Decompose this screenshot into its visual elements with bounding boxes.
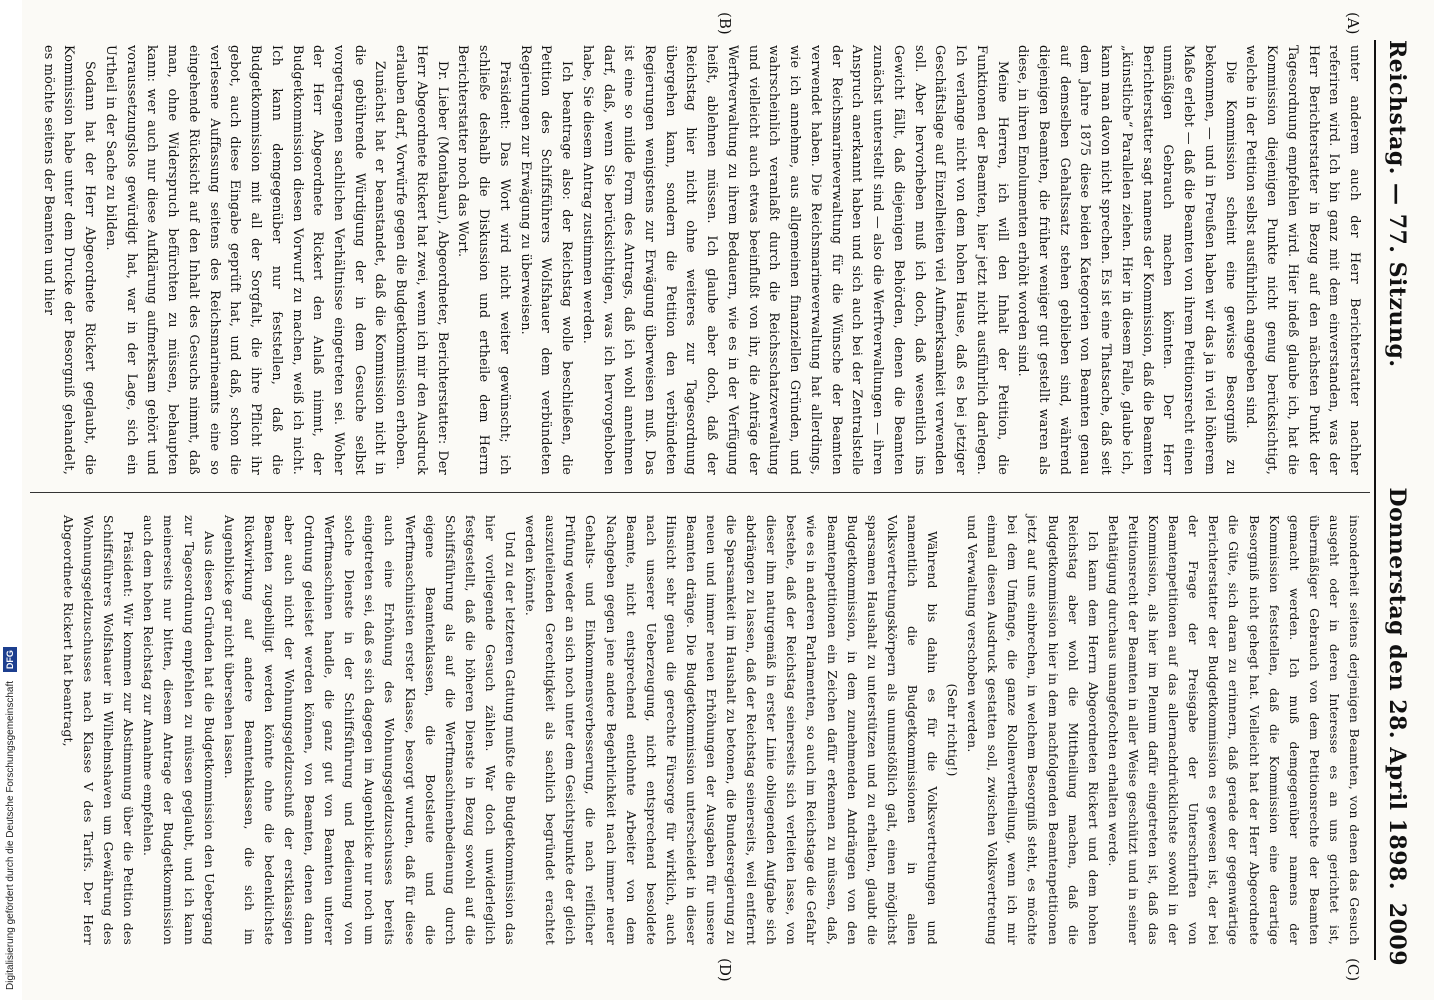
scanned-page bbox=[22, 0, 1434, 1000]
margin-letter-c: (C) bbox=[1344, 958, 1362, 982]
paragraph: insonderheit seitens derjenigen Beamten, von denen das Gesuch ausgeht oder in deren Interesse es an uns gerichtet ist, übermäßiger Gebrauch von dem Petitionsrechte der Beamten gemacht werden. Ich muß demgegenüber namens der Kommission feststellen, daß die Kommission eine derartige Besorgniß nicht gehegt hat. Vielleicht hat der Herr Abgeordnete die Güte, sich daran zu erinnern, daß gerade der gegenwärtige Berichterstatter der Budgetkommission es gewesen ist, der bei der Frage der Preisgabe der Unterschriften von Beamtenpetitionen auf das allernachdrücklichste sowohl in der Kommission, als hier im Plenum dafür eingetreten ist, daß das Petitionsrecht der Beamten in aller Weise geschützt und in seiner Bethätigung durchaus unangefochten erhalten werde. bbox=[1105, 515, 1362, 945]
paragraph: Die Kommission scheint eine gewisse Besorgniß zu bekommen, — und in Preußen haben wir das ja in viel höherem Maße erlebt — daß die Beamten von ihrem Petitionsrecht einen unmäßigen Gebrauch machen könnten. Der Herr Berichterstatter sagt namens der Kommission, daß die Beamten „künstliche“ Parallelen ziehen. Hier in diesem Falle, glaube ich, kann man davon nicht sprechen. Es ist eine Thatsache, daß seit dem Jahre 1875 diese beiden Kategorien von Beamten genau auf demselben Gehaltssatz stehen geblieben sind, während diejenigen Beamten, die früher weniger gut gestellt waren als diese, in ihren Emolumenten erhöht worden sind. bbox=[1015, 45, 1238, 475]
paragraph: Aus diesen Gründen hat die Budgetkommission den Uebergang zur Tagesordnung empfehlen zu müssen geglaubt, und ich kann meinerseits nur bitten, diesem Antrage der Budgetkommission auch dem hohen Reichstag zur Annahme empfehlen. bbox=[141, 515, 217, 945]
margin-letter-a: (A) bbox=[1344, 12, 1362, 35]
paragraph: Während bis dahin es für die Volksvertretungen und namentlich die Budgetkommissionen in allen Volksvertretungskörpern als unumstößlich galt, einen möglichst sparsamen Haushalt zu unterstützen und zu erhalten, glaubt die Budgetkommission, in dem zunehmenden Andrängen von den Beamtenpetitionen ein Zeichen dafür erkennen zu müssen, daß, wie es in anderen Parlamenten, so auch im Reichstage die Gefahr bestehe, daß der Reichstag seinerseits sich verleiten lasse, von dieser ihm naturgemäß in erster Linie obliegenden Aufgabe sich abdrängen zu lassen, daß der Reichstag seinerseits, weil entfernt die Sparsamkeit im Haushalt zu betonen, die Bundesregierung zu neuen und immer neuen Erhöhungen der Ausgaben für unsere Beamten dränge. Die Budgetkommission unterscheidet in dieser Hinsicht sehr genau die gerechte Fürsorge für wirklich, auch nach unserer Ueberzeugung, nicht entsprechend besoldete Beamte, nicht entsprechend entlohnte Arbeiter von dem Nachgeben gegen jene andere Begehrlichkeit nach immer neuer Gehalts- und Einkommensverbesserung, die nach reiflicher Prüfung weder an sich noch unter dem Gesichtspunkte der gleich auszuteilenden Gerechtigkeit als sachlich begründet erachtet werden könnte. bbox=[523, 515, 941, 945]
page-number: 2009 bbox=[1384, 902, 1410, 966]
digitization-credit: Digitalisierung gefördert durch die Deutsche Forschungsgemeinschaft bbox=[5, 680, 16, 990]
right-column bbox=[58, 515, 1364, 945]
header-date: Donnerstag den 28. April 1898. bbox=[1384, 487, 1410, 890]
margin-letter-d: (D) bbox=[716, 958, 734, 982]
page-content bbox=[22, 0, 1434, 1000]
margin-letter-b: (B) bbox=[716, 12, 734, 35]
paragraph: Und zu der letzteren Gattung mußte die Budgetkommission das hier vorliegende Gesuch zählen. War doch unwiderleglich festgestellt, daß die höheren Dienste in Bezug sowohl auf die Schiffsführung als auf die Werftmaschinenbedienung durch eigene Beamtenklassen, die Bootsleute und die Werftmaschinisten erster Klasse, besorgt wurden, daß für diese auch eine Erhöhung des Wohnungsgeldzuschusses bereits eingetreten sei, daß es sich dagegen im Augenblicke nur noch um solche Dienste in der Schiffsführung und Bedienung von Werftmaschinen handle, die ganz gut von Beamten unterer Ordnung geleistet werden können, von Beamten, denen dann aber auch nicht der Wohnungsgeldzuschuß der erstklassigen Beamten zugebilligt werden könnte ohne die bedenklichste Rückwirkung auf andere Beamtenklassen, die sich im Augenblicke gar nicht übersehen lassen. bbox=[221, 515, 519, 945]
paragraph: Dr. Lieber (Montabaur), Abgeordneter, Berichterstatter: Der Herr Abgeordnete Rickert hat zwei, wenn ich mir den Ausdruck erlauben darf, Vorwürfe gegen die Budgetkommission erhoben. bbox=[393, 45, 450, 475]
interjection: (Sehr richtig!) bbox=[945, 683, 961, 777]
paragraph: Sodann hat der Herr Abgeordnete Rickert geglaubt, die Kommission habe unter dem Drucke der Besorgniß gehandelt, es möchte seitens der Beamten und hier bbox=[40, 45, 98, 475]
paragraph: Ich kann dem Herrn Abgeordneten Rickert und dem hohen Reichstag aber wohl die Mittheilung machen, daß die Budgetkommission hier in dem nachfolgenden Beamtenpetitionen jetzt auf uns einbrechen, in welchem Besorgniß steht, es möchte bei dem Umfange, die ganze Rollenvertheilung, wenn ich mir einmal diesen Ausdruck gestatten soll, zwischen Volksvertretung und Verwaltung verschoben werden. bbox=[965, 515, 1101, 945]
paragraph: Präsident: Das Wort wird nicht weiter gewünscht; ich schließe deshalb die Diskussion und ertheile dem Herrn Berichterstatter noch das Wort. bbox=[455, 45, 512, 475]
column-divider bbox=[30, 492, 1370, 493]
paragraph: Zunächst hat er beanstandet, daß die Kommission nicht in die gebührende Würdigung der in dem Gesuche selbst vorgetragenen sachlichen Verhältnisse eingetreten sei. Woher der Herr Abgeordnete Rickert den Anlaß nimmt, der Budgetkommission diesen Vorwurf zu machen, weiß ich nicht. Ich kann demgegenüber nur feststellen, daß die Budgetkommission mit all der Sorgfalt, die ihre Pflicht ihr gebot, auch diese Eingabe geprüft hat, und daß, schon die verlesene Auffassung seitens des Reichsmarineamts eine so eingehende Rücksicht auf den Inhalt des Gesuchs nimmt, daß man, ohne Widerspruch befürchten zu müssen, behaupten kann: wer auch nur diese Aufklärung aufmerksam gehört und voraussetzungslos gewürdigt hat, war in der Lage, sich ein Urtheil in der Sache zu bilden. bbox=[102, 45, 388, 475]
paragraph: Meine Herren, ich will den Inhalt der Petition, die Funktionen der Beamten, hier jetzt nicht ausführlich darlegen. Ich verlange nicht von dem hohen Hause, daß es bei jetziger Geschäftslage auf Einzelheiten viel Aufmerksamkeit verwenden soll. Aber hervorheben muß ich doch, daß wesentlich ins Gewicht fällt, daß diejenigen Behörden, denen die Beamten zunächst unterstellt sind — also die Werftverwaltungen — ihren Anspruch anerkannt haben und sich auch bei der Zentralstelle der Reichsmarineverwaltung für die Wünsche der Beamten verwendet haben. Die Reichsmarineverwaltung hat allerdings, wie ich annehme, aus allgemeinen finanziellen Gründen, und wahrscheinlich veranlaßt durch die Reichsschatzverwaltung und vielleicht auch etwas beeinflußt von ihr, die Anträge der Werftverwaltung zu ihrem Bedauern, wie es in der Verfügung heißt, ablehnen müssen. Ich glaube aber doch, daß der Reichstag hier nicht ohne weiteres zur Tagesordnung übergehen kann, sondern die Petition den verbündeten Regierungen wenigstens zur Erwägung überweisen muß. Das ist eine so milde Form des Antrags, daß ich wohl annehmen darf, daß, wenn Sie berücksichtigen, was ich hervorgehoben habe, Sie diesem Antrag zustimmen werden. bbox=[579, 45, 1010, 475]
digitization-credit-strip bbox=[0, 0, 23, 1000]
running-header bbox=[1374, 40, 1416, 966]
paragraph: Präsident: Wir kommen zur Abstimmung über die Petition des Schiffsführers Wolfshauer in Wilhelmshaven um Gewährung des Wohnungsgeldzuschusses nach Klasse V des Tarifs. Der Herr Abgeordnete Rickert hat beantragt, bbox=[61, 515, 137, 945]
dfg-logo: DFG bbox=[3, 647, 17, 672]
paragraph: unter anderem auch der Herr Berichterstatter nachher referiren wird. Ich bin ganz mit dem einverstanden, was der Herr Berichterstatter in Bezug auf den nächsten Punkt der Tagesordnung empfehlen wird. Hier indeß glaube ich, hat die Kommission diejenigen Punkte nicht genug berücksichtigt, welche in der Petition selbst ausführlich angegeben sind. bbox=[1243, 45, 1362, 475]
paragraph: Ich beantrage also: der Reichstag wolle beschließen, die Petition des Schiffsführers Wolfshauer dem verbündeten Regierungen zur Erwägung zu überweisen. bbox=[517, 45, 575, 475]
header-session: Reichstag. — 77. Sitzung. bbox=[1384, 40, 1410, 368]
left-column bbox=[37, 45, 1364, 475]
